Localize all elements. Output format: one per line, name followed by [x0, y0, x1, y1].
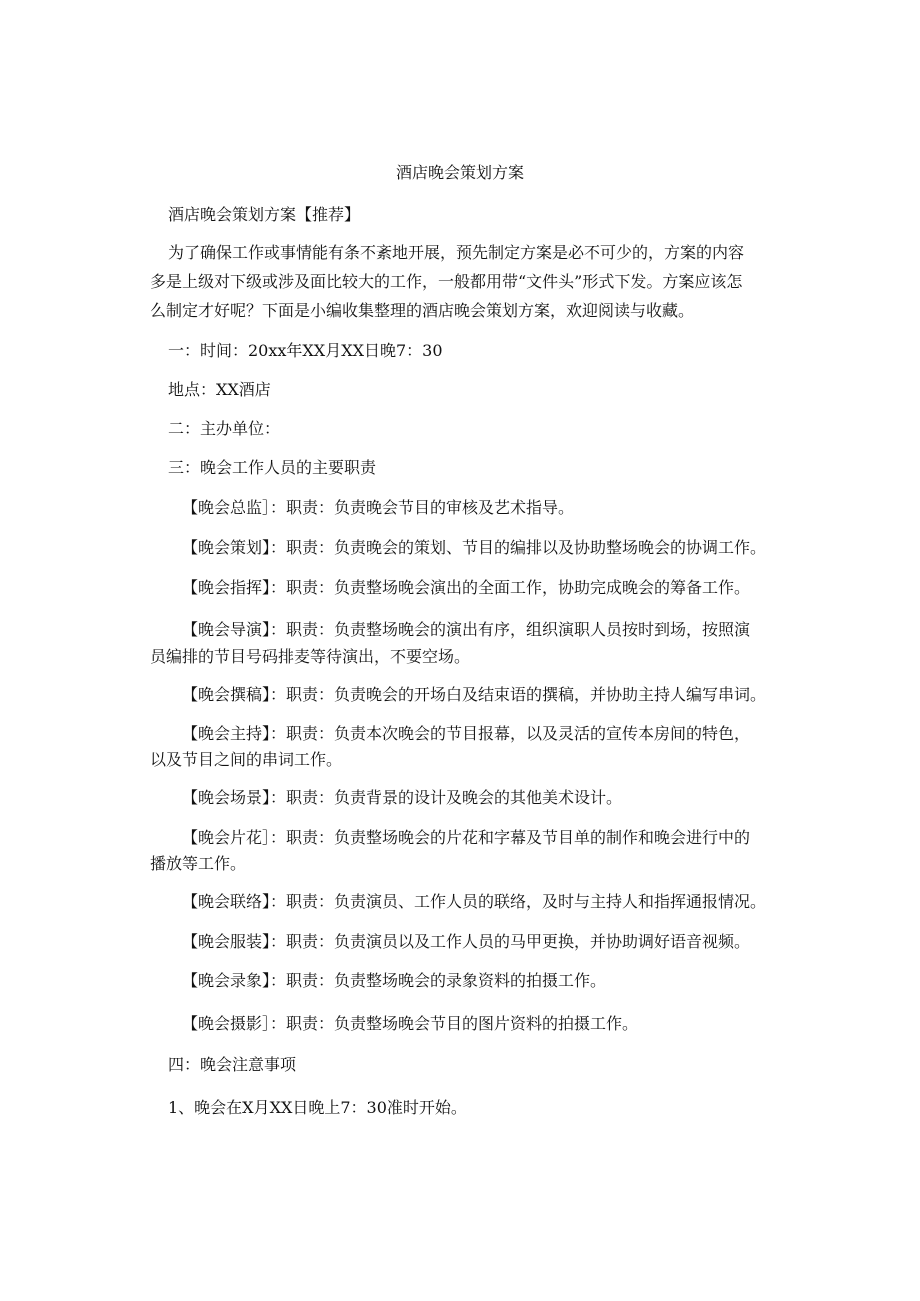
- duty-director: 【晚会总监］：职责：负责晚会节目的审核及艺术指导。: [182, 498, 575, 517]
- organizer-line: 二：主办单位：: [168, 419, 281, 438]
- duty-costume: 【晚会服装】：职责：负责演员以及工作人员的马甲更换，并协助调好语音视频。: [182, 932, 751, 951]
- intro-line-2: 多是上级对下级或涉及面比较大的工作，一般都用带“文件头”形式下发。方案应该怎: [150, 272, 743, 291]
- document-title: 酒店晚会策划方案: [395, 163, 524, 182]
- section-3-heading: 三：晚会工作人员的主要职责: [168, 458, 377, 477]
- duty-writer: 【晚会撰稿】：职责：负责晚会的开场白及结束语的撰稿，并协助主持人编写串词。: [182, 685, 767, 704]
- note-1: 1、晚会在X月XX日晚上7：30准时开始。: [168, 1098, 467, 1117]
- duty-planner: 【晚会策划】：职责：负责晚会的策划、节目的编排以及协助整场晚会的协调工作。: [182, 538, 767, 557]
- duty-photography: 【晚会摄影］：职责：负责整场晚会节目的图片资料的拍摄工作。: [182, 1014, 639, 1033]
- duty-host-line-1: 【晚会主持】：职责：负责本次晚会的节目报幕，以及灵活的宣传本房间的特色，: [182, 724, 751, 743]
- duty-clips-line-2: 播放等工作。: [150, 854, 247, 873]
- subtitle: 酒店晚会策划方案【推荐】: [168, 205, 361, 224]
- duty-stage-director-line-1: 【晚会导演】：职责：负责整场晚会的演出有序，组织演职人员按时到场，按照演: [182, 620, 751, 639]
- duty-clips-line-1: 【晚会片花］：职责：负责整场晚会的片花和字幕及节目单的制作和晚会进行中的: [182, 828, 751, 847]
- duty-conductor: 【晚会指挥】：职责：负责整场晚会演出的全面工作，协助完成晚会的筹备工作。: [182, 578, 751, 597]
- section-4-heading: 四：晚会注意事项: [168, 1055, 297, 1074]
- duty-stage-director-line-2: 员编排的节目号码排麦等待演出，不要空场。: [150, 647, 471, 666]
- duty-liaison: 【晚会联络】：职责：负责演员、工作人员的联络，及时与主持人和指挥通报情况。: [182, 892, 767, 911]
- duty-scenery: 【晚会场景】：职责：负责背景的设计及晚会的其他美术设计。: [182, 788, 623, 807]
- duty-video: 【晚会录象】：职责：负责整场晚会的录象资料的拍摄工作。: [182, 971, 607, 990]
- intro-line-3: 么制定才好呢？下面是小编收集整理的酒店晚会策划方案，欢迎阅读与收藏。: [150, 301, 695, 320]
- place-line: 地点：XX酒店: [168, 380, 271, 399]
- intro-line-1: 为了确保工作或事情能有条不紊地开展，预先制定方案是必不可少的，方案的内容: [168, 243, 745, 262]
- duty-host-line-2: 以及节目之间的串词工作。: [150, 750, 343, 769]
- time-line: 一：时间：20xx年XX月XX日晚7：30: [168, 341, 443, 360]
